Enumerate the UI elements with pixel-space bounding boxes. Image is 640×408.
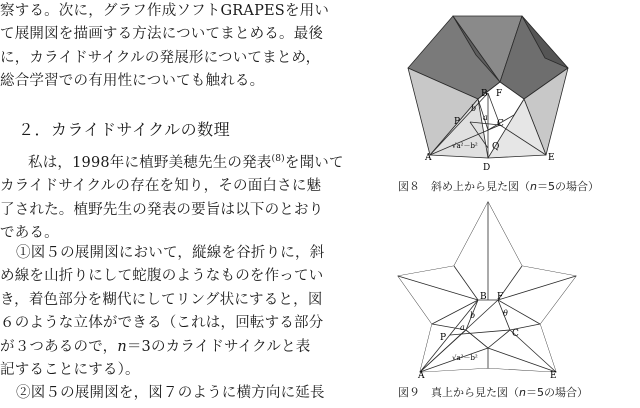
fig9-label-sqrt: √a²－b² bbox=[452, 354, 478, 362]
fig8-label-E: E bbox=[548, 153, 555, 163]
item1-line-5 bbox=[0, 336, 324, 359]
fig8-caption-text-a: 図８ 斜め上から見た図（ bbox=[398, 180, 530, 193]
para1-line-1 bbox=[0, 148, 344, 175]
fig9-label-theta: θ bbox=[503, 309, 508, 318]
intro-line-4: 総合学習での有用性についても触れる。 bbox=[0, 73, 265, 90]
paragraph-item-2 bbox=[0, 382, 325, 405]
fig8-label-D: D bbox=[483, 163, 491, 173]
item1-line-6: 記することにする）。 bbox=[0, 362, 140, 379]
item2-line-1: ②図５の展開図を，図７のように横方向に延長 bbox=[16, 385, 325, 401]
fig9-label-C: C bbox=[512, 329, 519, 339]
fig8-label-C: C bbox=[497, 119, 504, 129]
para1-line-4: である。 bbox=[0, 225, 59, 242]
item1-text-b: ＝3のカライドサイクルと表 bbox=[126, 338, 311, 355]
fig8-label-b: b bbox=[471, 104, 477, 113]
intro-line-2: て展開図を描画する方法についてまとめる。最後 bbox=[0, 26, 324, 43]
figure-8-caption bbox=[398, 178, 599, 194]
fig9-label-a: a bbox=[460, 323, 465, 332]
fig8-label-P: P bbox=[454, 117, 461, 127]
para1-line-3: 了された。植野先生の発表の要旨は以下のとおり bbox=[0, 201, 324, 218]
item1-line-1: ①図５の展開図において，縦線を谷折りに，斜 bbox=[16, 245, 325, 261]
fig9-label-B: B bbox=[480, 292, 487, 302]
fig8-caption-var: n bbox=[530, 180, 537, 193]
fig9-label-A: A bbox=[418, 371, 425, 380]
fig9-label-F: F bbox=[497, 292, 504, 302]
figure-9-caption bbox=[398, 384, 588, 400]
fig8-label-A: A bbox=[425, 153, 432, 163]
intro-line-1: 察する。次に，グラフ作成ソフトGRAPESを用い bbox=[0, 3, 330, 19]
item1-text-a: が３つあるので， bbox=[0, 338, 118, 355]
fig9-caption-var: n bbox=[519, 386, 526, 399]
item1-line-3: き，着色部分を糊代にしてリング状にすると，図 bbox=[0, 291, 323, 308]
fig8-label-Q: Q bbox=[492, 142, 500, 152]
item1-line-2: め線を山折りにして蛇腹のようなものを作ってい bbox=[0, 268, 324, 285]
intro-paragraph bbox=[0, 0, 329, 94]
paragraph-ueno bbox=[0, 148, 344, 246]
para1-text-b: を聞いて bbox=[284, 155, 344, 171]
fig8-label-B: B bbox=[481, 89, 488, 99]
para1-line-2: カライドサイクルの存在を知り，その面白さに魅 bbox=[0, 178, 322, 195]
fig9-label-E: E bbox=[550, 371, 557, 380]
section-heading: ２．カライドサイクルの数理 bbox=[18, 120, 231, 139]
figure-9-diagram bbox=[392, 196, 588, 380]
fig8-label-sqrt: √a²－b² bbox=[452, 142, 478, 150]
fig8-caption-text-b: ＝5の場合） bbox=[536, 180, 599, 193]
fig8-label-F: F bbox=[496, 89, 503, 99]
fig9-caption-text-b: ＝5の場合） bbox=[525, 386, 588, 399]
fig8-label-a: a bbox=[483, 113, 488, 122]
figure-8-diagram bbox=[392, 6, 588, 174]
footnote-ref: (8) bbox=[271, 154, 285, 164]
paragraph-item-1 bbox=[0, 242, 324, 382]
item1-line-4: ６のような立体ができる（これは，回転する部分 bbox=[0, 315, 324, 332]
fig9-label-b: b bbox=[470, 311, 476, 320]
intro-line-3: に，カライドサイクルの発展形についてまとめ， bbox=[0, 49, 321, 66]
item1-variable-n: n bbox=[117, 338, 127, 355]
fig9-caption-text-a: 図９ 真上から見た図（ bbox=[398, 386, 519, 399]
fig9-label-P: P bbox=[440, 333, 447, 343]
para1-text-a: 私は，1998年に植野美穂先生の発表 bbox=[28, 155, 272, 171]
